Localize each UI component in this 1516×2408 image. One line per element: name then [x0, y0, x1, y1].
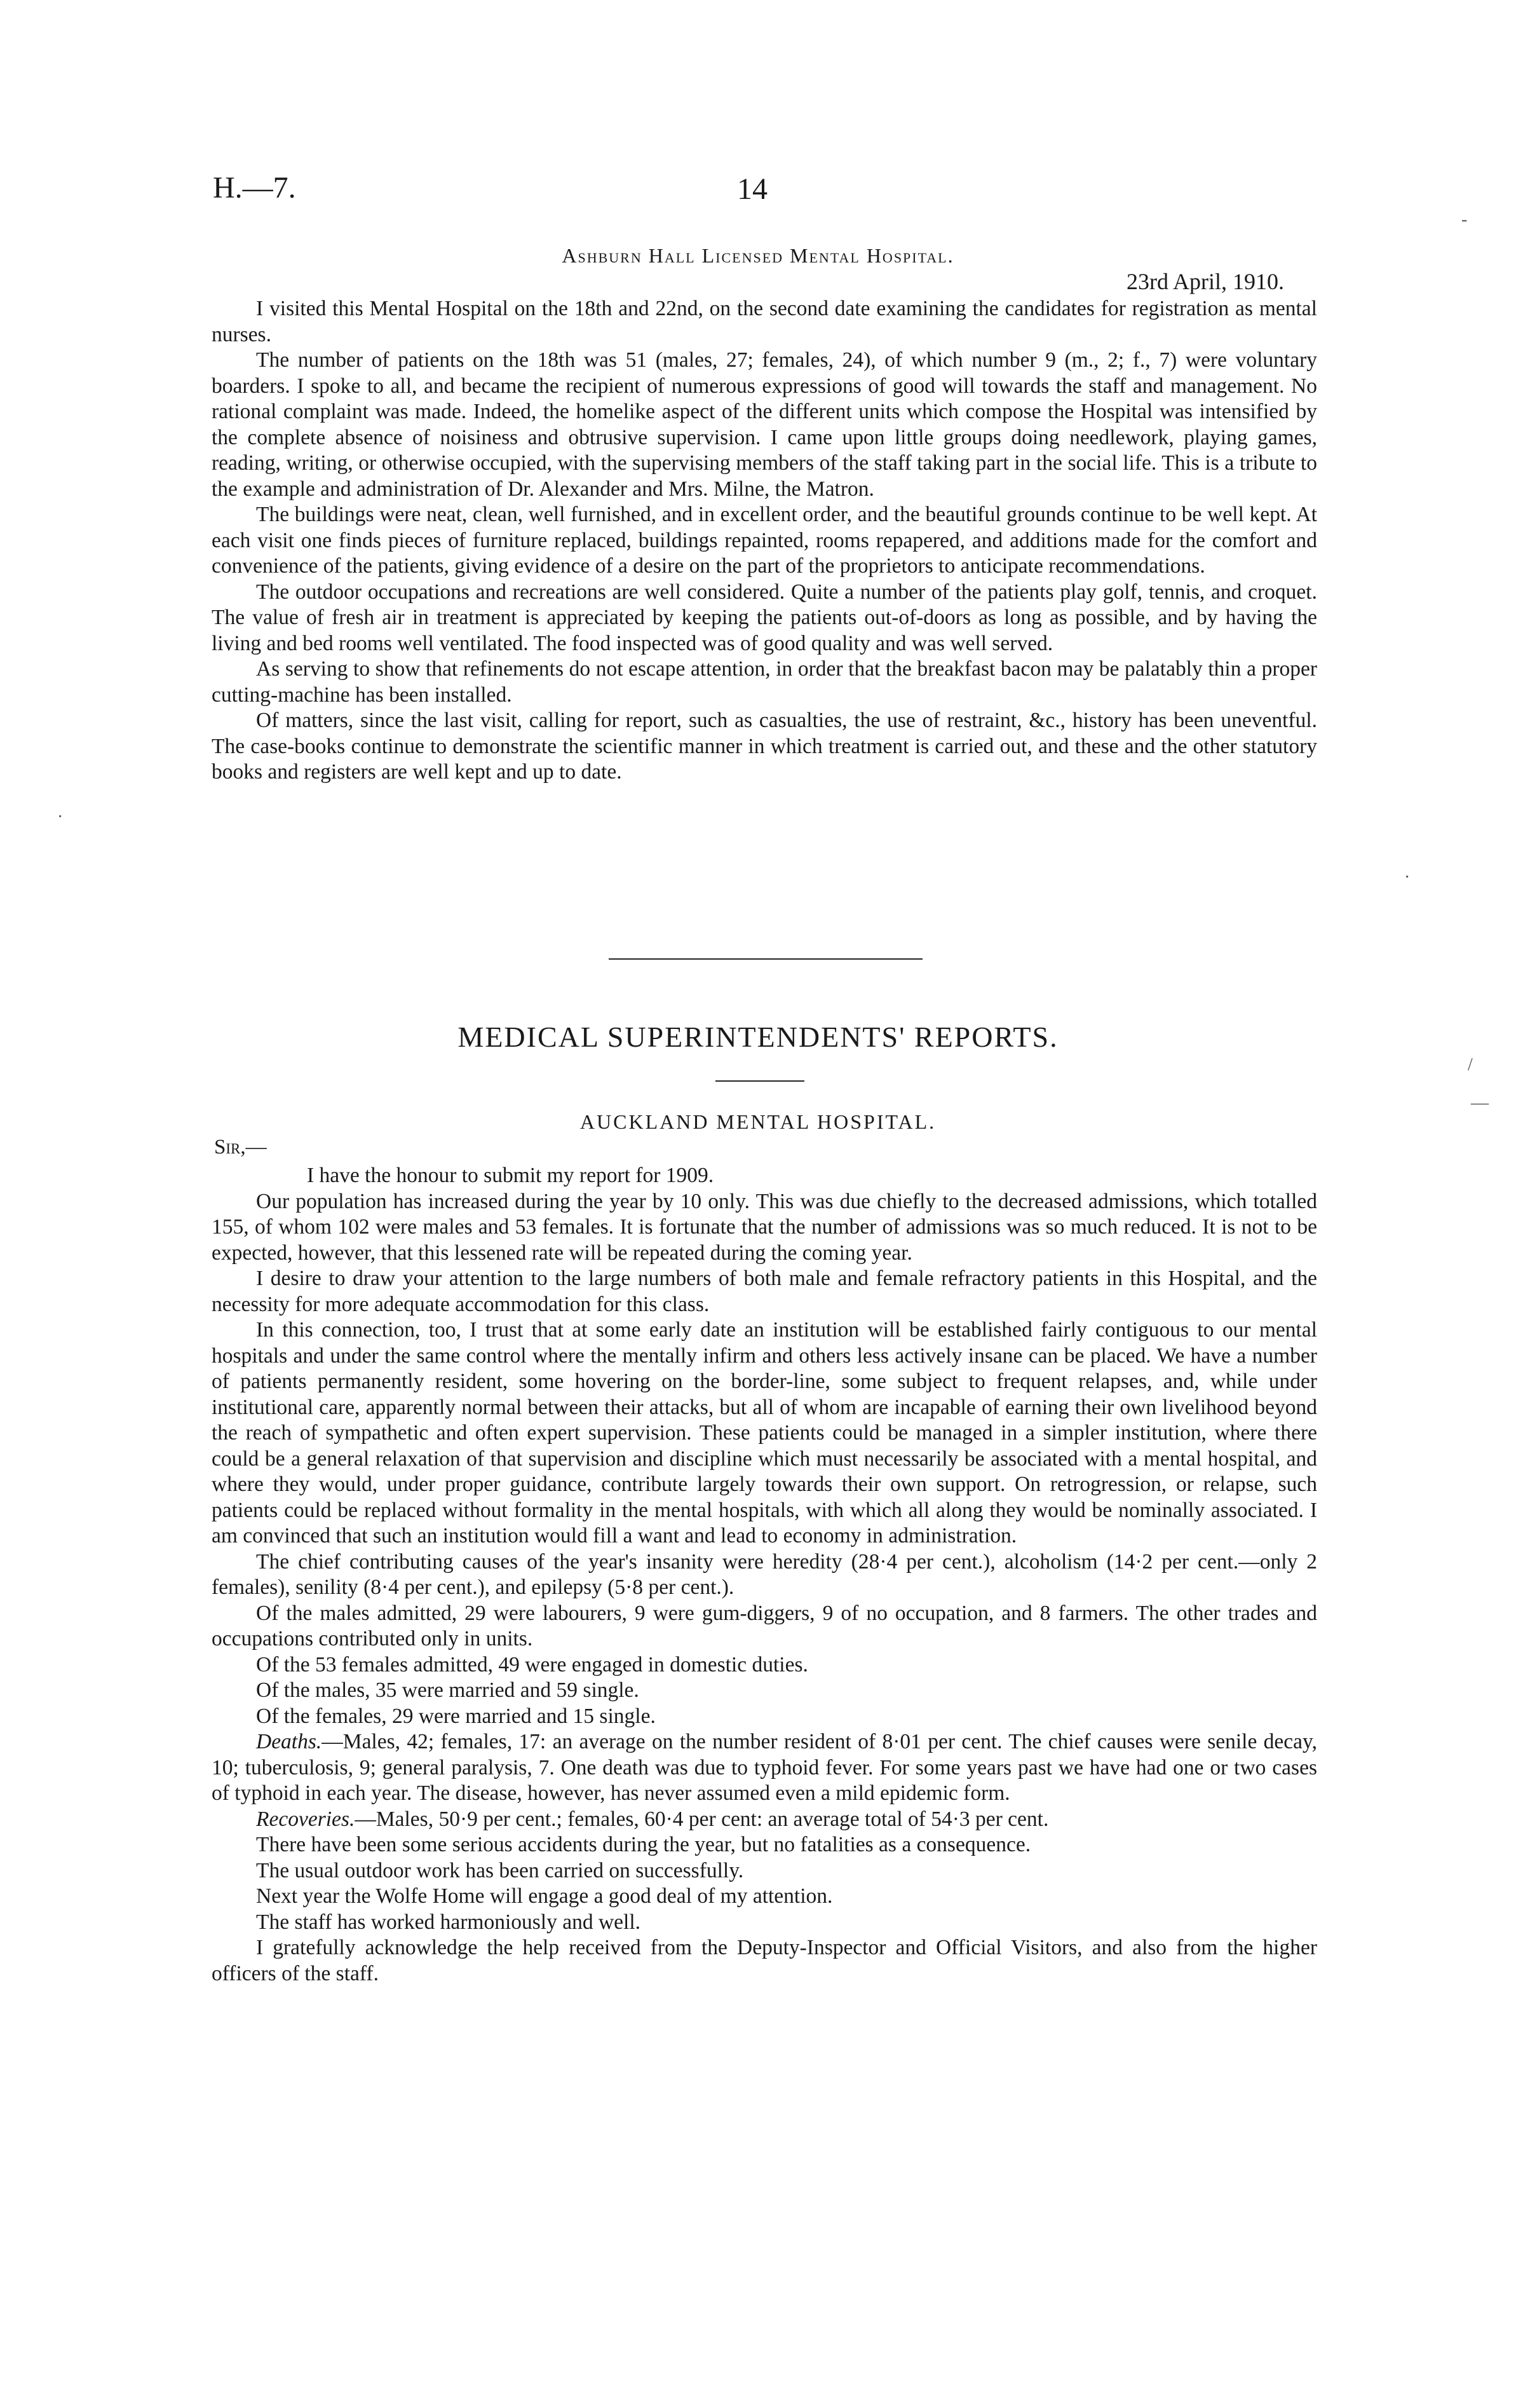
auckland-body	[212, 1163, 1317, 1987]
ashburn-paragraph: Of matters, since the last visit, calling for report, such as casualties, the use of restraint, &c., history has been uneventful. The case-books continue to demonstrate the scientific manner in which treatment is carried out, and these and the other statutory books and registers are well kept and up to date.	[212, 709, 1317, 784]
auckland-paragraph: I desire to draw your attention to the large numbers of both male and female refractory patients in this Hospital, and the necessity for more adequate accommodation for this class.	[212, 1267, 1317, 1316]
auckland-paragraph: Of the 53 females admitted, 49 were engaged in domestic duties.	[256, 1652, 808, 1677]
deaths-label: Deaths.	[256, 1730, 322, 1753]
auckland-paragraph: The chief contributing causes of the year's insanity were heredity (28·4 per cent.), alcoholism (14·2 per cent.—only 2 females), senility (8·4 per cent.), and epilepsy (5·8 per cent.).	[212, 1549, 1317, 1599]
section-divider	[609, 958, 923, 960]
recoveries-paragraph	[212, 1807, 1317, 1833]
closing-paragraph: The usual outdoor work has been carried on successfully.	[256, 1858, 744, 1882]
closing-paragraph: I gratefully acknowledge the help received from the Deputy-Inspector and Official Visitors, and also from the higher officers of the staff.	[212, 1936, 1317, 1985]
ashburn-paragraph: The outdoor occupations and recreations are well considered. Quite a number of the patients play golf, tennis, and croquet. The value of fresh air in treatment is appreciated by keeping the patients out-of-doors as long as possible, and by having the living and bed rooms well ventilated. The food inspected was of good quality and was well served.	[212, 580, 1317, 655]
auckland-paragraph: In this connection, too, I trust that at some early date an institution will be established fairly contiguous to our mental hospitals and under the same control where the mentally infirm and others less actively insane can be placed. We have a number of patients permanently resident, some hovering on the border-line, some subject to frequent relapses, and, while under institutional care, apparently normal between their attacks, but all of whom are incapable of earning their own livelihood beyond the reach of sympathetic and often expert supervision. These patients could be managed in a simpler institution, where there could be a general relaxation of that supervision and discipline which must necessarily be associated with a mental hospital, and where they would, under proper guidance, contribute largely towards their own support. On retrogression, or relapse, such patients could be replaced without formality in the mental hospitals, with which all along they would be nominally associated. I am convinced that such an institution would fill a want and lead to economy in administration.	[212, 1318, 1317, 1548]
closing-paragraph: The staff has worked harmoniously and well.	[256, 1910, 641, 1934]
page-number: 14	[737, 172, 768, 206]
auckland-paragraph: Of the males, 35 were married and 59 single.	[256, 1678, 639, 1702]
ashburn-body	[212, 296, 1317, 786]
salutation: Sir,—	[214, 1136, 267, 1159]
closing-paragraph: There have been some serious accidents during the year, but no fatalities as a consequence.	[256, 1833, 1031, 1856]
ashburn-section-title: Ashburn Hall Licensed Mental Hospital.	[562, 244, 954, 267]
recoveries-text: —Males, 50·9 per cent.; females, 60·4 per cent: an average total of 54·3 per cent.	[355, 1807, 1049, 1831]
auckland-paragraph: Of the females, 29 were married and 15 single.	[256, 1704, 656, 1728]
scan-mark: —	[1471, 1093, 1489, 1113]
scan-mark: /	[1468, 1055, 1473, 1075]
auckland-paragraph: Our population has increased during the year by 10 only. This was due chiefly to the decreased admissions, which totalled 155, of whom 102 were males and 53 females. It is fortunate that the number of admissions was so much reduced. It is not to be expected, however, that this lessened rate will be repeated during the coming year.	[212, 1189, 1317, 1265]
ashburn-paragraph: The number of patients on the 18th was 51 (males, 27; females, 24), of which number 9 (m., 2; f., 7) were voluntary boarders. I spoke to all, and became the recipient of numerous expressions of good will towards the staff and management. No rational complaint was made. Indeed, the homelike aspect of the different units which compose the Hospital was intensified by the complete absence of noisiness and obtrusive supervision. I came upon little groups doing needlework, playing games, reading, writing, or otherwise occupied, with the supervising members of the staff taking part in the social life. This is a tribute to the example and administration of Dr. Alexander and Mrs. Milne, the Matron.	[212, 348, 1317, 501]
deaths-paragraph	[212, 1729, 1317, 1807]
report-series-label: H.—7.	[213, 171, 296, 205]
closing-paragraph: Next year the Wolfe Home will engage a good deal of my attention.	[256, 1884, 833, 1908]
ashburn-paragraph: I visited this Mental Hospital on the 18th and 22nd, on the second date examining the candidates for registration as mental nurses.	[212, 297, 1317, 346]
scan-mark: ·	[57, 807, 64, 827]
ashburn-paragraph: As serving to show that refinements do not escape attention, in order that the breakfast bacon may be palatably thin a proper cutting-machine has been installed.	[212, 657, 1317, 707]
scan-mark: ‐	[1461, 210, 1468, 229]
ashburn-paragraph: The buildings were neat, clean, well furnished, and in excellent order, and the beautiful grounds continue to be well kept. At each visit one finds pieces of furniture replaced, buildings repainted, rooms repapered, and additions made for the comfort and convenience of the patients, giving evidence of a desire on the part of the proprietors to anticipate recommendations.	[212, 503, 1317, 578]
report-date: 23rd April, 1910.	[1127, 269, 1284, 294]
scan-mark: ·	[1404, 867, 1411, 887]
auckland-paragraph: I have the honour to submit my report for 1909.	[307, 1164, 714, 1187]
deaths-text: —Males, 42; females, 17: an average on the number resident of 8·01 per cent. The chief causes were senile decay, 10; tuberculosis, 9; general paralysis, 7. One death was due to typhoid fever. For some years past we have had one or two cases of typhoid in each year. The disease, however, has never assumed even a mild epidemic form.	[212, 1730, 1317, 1805]
title-underline	[715, 1080, 804, 1082]
recoveries-label: Recoveries.	[256, 1807, 355, 1831]
auckland-section-title: AUCKLAND MENTAL HOSPITAL.	[579, 1110, 937, 1133]
auckland-paragraph: Of the males admitted, 29 were labourers, 9 were gum-diggers, 9 of no occupation, and 8 farmers. The other trades and occupations contributed only in units.	[212, 1601, 1317, 1650]
medical-reports-title: MEDICAL SUPERINTENDENTS' REPORTS.	[457, 1021, 1059, 1053]
